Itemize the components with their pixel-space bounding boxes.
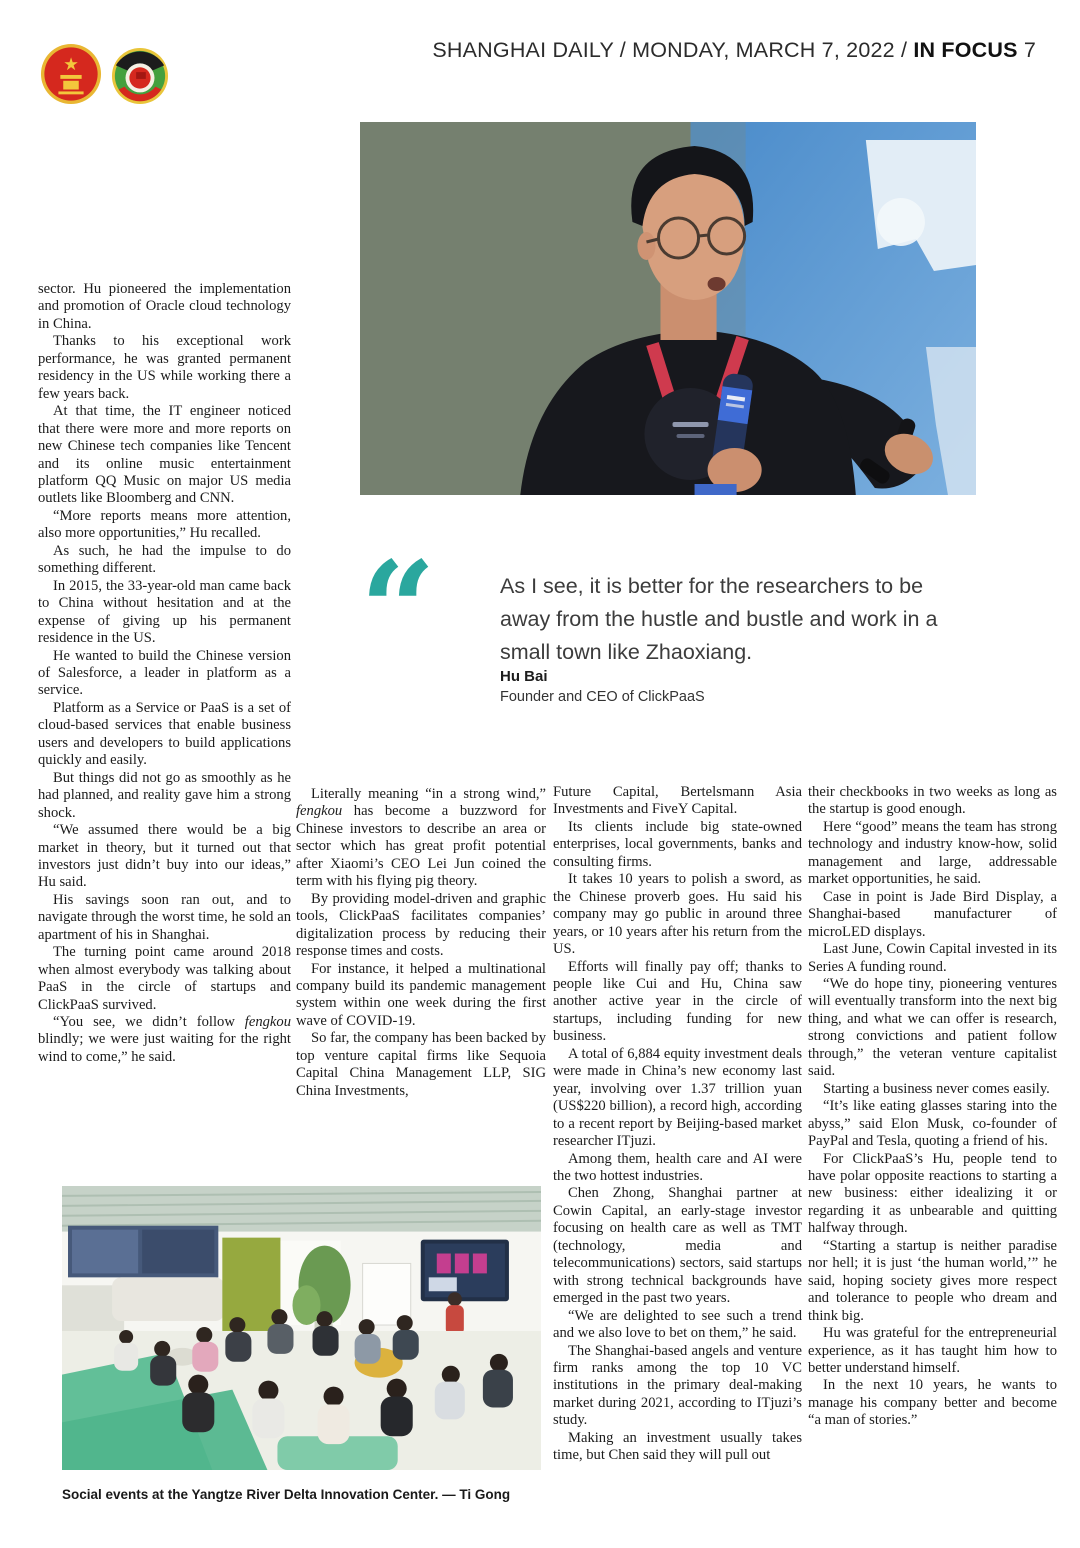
paragraph: It takes 10 years to polish a sword, as the Chinese proverb goes. Hu said his company may go public in around three years, or 10 years after his return from the US. — [553, 871, 802, 958]
masthead-date: SHANGHAI DAILY / MONDAY, MARCH 7, 2022 / — [432, 38, 914, 62]
paragraph: Making an investment usually takes time, but Chen said they will pull out — [553, 1429, 802, 1464]
paragraph: At that time, the IT engineer noticed that there were more and more reports on new Chinese tech companies like Tencent and its online music entertainment platform QQ Music on major US media outlets like Bloomberg and CNN. — [38, 403, 291, 507]
paragraph: So far, the company has been backed by top venture capital firms like Sequoia Capital China Management LLP, SIG China Investments, — [296, 1030, 546, 1099]
paragraph: Literally meaning “in a strong wind,” fengkou has become a buzzword for Chinese investors to describe an area or sector which has great profit potential after Xiaomi’s CEO Lei Jun coined the term with his flying pig theory. — [296, 786, 546, 890]
article-column-1 — [38, 281, 291, 1066]
paragraph: His savings soon ran out, and to navigate through the worst time, he sold an apartment of his in Shanghai. — [38, 891, 291, 943]
paragraph: Efforts will finally pay off; thanks to people like Cui and Hu, China saw another active year in the circle of startups, including funding for new business. — [553, 958, 802, 1045]
paragraph: “More reports means more attention, also more opportunities,” Hu recalled. — [38, 507, 291, 542]
paragraph: The turning point came around 2018 when almost everybody was talking about PaaS in the circle of startups and ClickPaaS survived. — [38, 944, 291, 1013]
paragraph: “We are delighted to see such a trend and we also love to bet on them,” he said. — [553, 1307, 802, 1342]
svg-text:★: ★ — [63, 55, 79, 76]
paragraph: “You see, we didn’t follow fengkou blindly; we were just waiting for the right wind to come,” he said. — [38, 1014, 291, 1065]
article-column-2 — [296, 786, 546, 1100]
paragraph: By providing model-driven and graphic tools, ClickPaaS facilitates companies’ digitalization process by reducing their response times and costs. — [296, 890, 546, 960]
article-column-4 — [808, 784, 1057, 1430]
paragraph: A total of 6,884 equity investment deals were made in China’s new economy last year, involving over 1.37 trillion yuan (US$220 billion), a record high, according to a recent report by Beijing-based market researcher ITjuzi. — [553, 1045, 802, 1150]
paragraph: Case in point is Jade Bird Display, a Shanghai-based manufacturer of microLED displays. — [808, 888, 1057, 940]
quote-mark-icon: “ — [360, 548, 436, 648]
bottom-photo-social-event — [62, 1186, 541, 1470]
paragraph: Future Capital, Bertelsmann Asia Investments and FiveY Capital. — [553, 784, 802, 818]
paragraph: “We assumed there would be a big market in theory, but it turned out that investors just didn’t buy into our ideas,” Hu said. — [38, 822, 291, 891]
paragraph: In 2015, the 33-year-old man came back to China without hesitation and at the expense of giving up his permanent residence in the US. — [38, 577, 291, 647]
paragraph: He wanted to build the Chinese version of Salesforce, a leader in platform as a service. — [38, 647, 291, 699]
pull-quote-author-title: Founder and CEO of ClickPaaS — [500, 689, 705, 705]
main-photo-speaker — [360, 122, 976, 495]
paragraph: Chen Zhong, Shanghai partner at Cowin Capital, an early-stage investor focusing on health care as well as TMT (technology, media and telecommunications) sectors, said startups with strong technical backgrounds have emerged in the past two years. — [553, 1185, 802, 1307]
paragraph: Platform as a Service or PaaS is a set of cloud-based services that enable business users and developers to build applications quickly and easily. — [38, 699, 291, 769]
paragraph: sector. Hu pioneered the implementation and promotion of Oracle cloud technology in China. — [38, 281, 291, 332]
paragraph: “It’s like eating glasses staring into the abyss,” said Elon Musk, co-founder of PayPal and Tesla, quoting a friend of his. — [808, 1098, 1057, 1150]
masthead-page-number: 7 — [1017, 38, 1036, 62]
paragraph: For ClickPaaS’s Hu, people tend to have polar opposite reactions to starting a new business: either idealizing it or regarding it as unbearable and quitting halfway through. — [808, 1150, 1057, 1237]
cppcc-emblem-icon — [110, 47, 170, 105]
paragraph: As such, he had the impulse to do something different. — [38, 542, 291, 577]
paragraph: For instance, it helped a multinational company build its pandemic management system within one week during the first wave of COVID-19. — [296, 960, 546, 1029]
paragraph: Thanks to his exceptional work performance, he was granted permanent residency in the US while working there a few years back. — [38, 333, 291, 402]
masthead — [432, 38, 1036, 63]
paragraph: their checkbooks in two weeks as long as the startup is good enough. — [808, 784, 1057, 818]
paragraph: But things did not go as smoothly as he had planned, and reality gave him a strong shock. — [38, 769, 291, 821]
paragraph: Here “good” means the team has strong technology and industry know-how, solid management and large, addressable market opportunities, he said. — [808, 818, 1057, 888]
paragraph: Among them, health care and AI were the two hottest industries. — [553, 1150, 802, 1184]
paragraph: “Starting a startup is neither paradise nor hell; it is just ‘the human world,’” he said, hoping society gives more respect and tolerance to people who dream and think big. — [808, 1237, 1057, 1324]
pull-quote-text: As I see, it is better for the researchers to be away from the hustle and bustle and work in a small town like Zhaoxiang. — [500, 574, 938, 664]
masthead-section: IN FOCUS — [913, 38, 1018, 62]
paragraph: The Shanghai-based angels and venture firm ranks among the top 10 VC institutions in the primary deal-making market during 2021, according to ITjuzi’s study. — [553, 1342, 802, 1429]
paragraph: Its clients include big state-owned enterprises, local governments, banks and consulting firms. — [553, 818, 802, 870]
paragraph: Last June, Cowin Capital invested in its Series A funding round. — [808, 941, 1057, 975]
article-column-3 — [553, 784, 802, 1465]
china-national-emblem-icon — [40, 43, 102, 105]
pull-quote-author: Hu Bai — [500, 668, 548, 685]
paragraph: Starting a business never comes easily. — [823, 1080, 1050, 1097]
paragraph: “We do hope tiny, pioneering ventures will eventually transform into the next big thing, and what we can offer is research, strong convictions and patient follow through,” the veteran venture capitalist said. — [808, 975, 1057, 1080]
paragraph: In the next 10 years, he wants to manage his company better and become “a man of stories.” — [808, 1377, 1057, 1429]
paragraph: Hu was grateful for the entrepreneurial experience, as it has taught him how to better understand himself. — [808, 1325, 1057, 1376]
photo-caption: Social events at the Yangtze River Delta Innovation Center. — Ti Gong — [62, 1487, 511, 1502]
